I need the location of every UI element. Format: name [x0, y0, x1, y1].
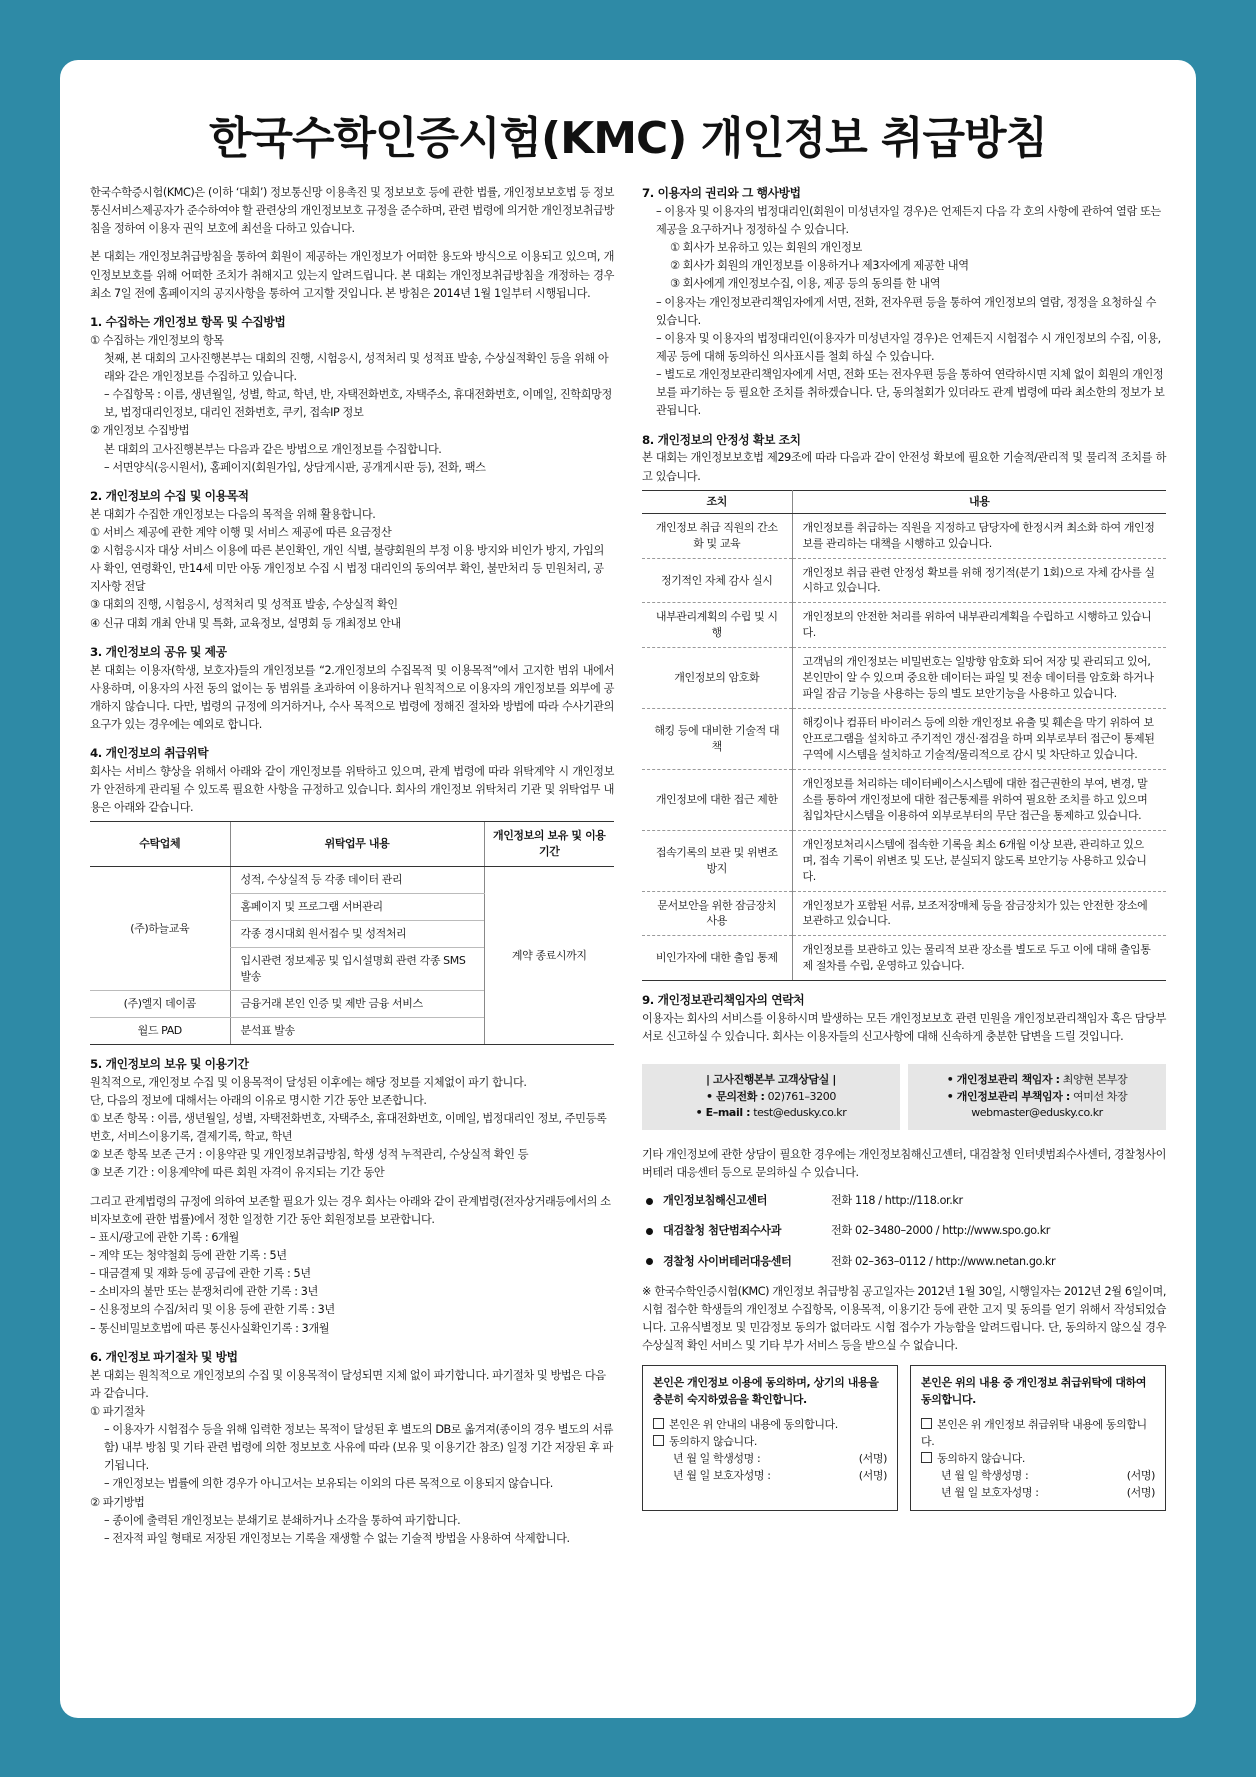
guardian-sign-label: 년 월 일 보호자성명 : — [941, 1486, 1039, 1500]
org-contact[interactable]: 전화 118 / http://118.or.kr — [831, 1194, 963, 1208]
box-title: | 고사진행본부 고객상담실 | — [705, 1073, 836, 1087]
table-cell: 개인정보처리시스템에 접속한 기록을 최소 6개월 이상 보관, 관리하고 있으며, 접속 기록이 위변조 및 도난, 분실되지 않도록 보안기능 사용하고 있습니다. — [792, 830, 1166, 891]
bullet-icon — [646, 1228, 653, 1235]
list-item: – 전자적 파일 형태로 저장된 개인정보는 기록을 재생할 수 없는 기술적 방법을 사용하여 삭제합니다. — [104, 1531, 570, 1545]
org-contact[interactable]: 전화 02–363–0112 / http://www.netan.go.kr — [831, 1254, 1056, 1268]
table-cell: 고객님의 개인정보는 비밀번호는 일방향 암호화 되어 저장 및 관리되고 있어, 본인만이 알 수 있으며 중요한 데이터는 파일 및 전송 데이터를 암호화 하거나 파일 잠금 기능을 사용하는 등의 별도 보안기능을 사용하고 있습니다. — [792, 648, 1166, 709]
section-3 — [90, 643, 614, 734]
table-cell: 분석표 발송 — [230, 1017, 484, 1044]
table-row — [642, 648, 1166, 709]
table-row — [642, 709, 1166, 770]
phone-number: 02)761–3200 — [767, 1089, 836, 1103]
list-item: ② 시험응시자 대상 서비스 이용에 따른 본인확인, 개인 식별, 불량회원의 부정 이용 방지와 비인가 방지, 가입의사 확인, 연령확인, 만14세 미만 아동 개인정보 수집 시 법정 대리인의 동의여부 확인, 불만처리 등 민원처리, 공지사항 전달 — [90, 544, 604, 594]
table-cell: 입시관련 정보제공 및 입시설명회 관련 각종 SMS발송 — [230, 948, 484, 991]
list-item: ① 파기절차 — [90, 1404, 145, 1418]
list-item — [642, 1192, 1166, 1210]
list-item: 본 대회는 원칙적으로 개인정보의 수집 및 이용목적이 달성되면 지체 없이 파기합니다. 파기절차 및 방법은 다음과 같습니다. — [90, 1368, 606, 1400]
consent-heading: 본인은 개인정보 이용에 동의하며, 상기의 내용을 충분히 숙지하였음을 확인합니다. — [653, 1376, 879, 1407]
list-item: – 계약 또는 청약철회 등에 관한 기록 : 5년 — [90, 1249, 287, 1263]
email-label: • E–mail : — [695, 1106, 751, 1120]
org-name: 대검찰청 첨단범죄수사과 — [663, 1224, 781, 1238]
list-item: – 이용자 및 이용자의 법정대리인(이용자가 미성년자일 경우)은 언제든지 시험접수 시 개인정보의 수집, 이용, 제공 등에 대해 동의하신 의사표시를 철회 하실 수 있습니다. — [656, 331, 1161, 363]
table-cell: 정기적인 자체 감사 실시 — [642, 558, 792, 603]
list-item: – 개인정보는 법률에 의한 경우가 아니고서는 보유되는 이외의 다른 목적으로 이용되지 않습니다. — [104, 1477, 553, 1491]
security-table — [642, 490, 1166, 982]
table-cell: 계약 종료시까지 — [484, 867, 614, 1045]
section-title: 4. 개인정보의 취급위탁 — [90, 746, 209, 761]
table-cell: 개인정보를 보관하고 있는 물리적 보관 장소를 별도로 두고 이에 대해 출입통제 절차를 수립, 운영하고 있습니다. — [792, 936, 1166, 981]
list-item: ① 서비스 제공에 관한 계약 이행 및 서비스 제공에 따른 요금정산 — [90, 525, 392, 539]
list-item: 단, 다음의 정보에 대해서는 아래의 이유로 명시한 기간 동안 보존합니다. — [90, 1093, 427, 1107]
officer-label: • 개인정보관리 책임자 : — [946, 1073, 1060, 1087]
agree-checkbox[interactable] — [921, 1418, 932, 1429]
table-row — [642, 558, 1166, 603]
list-item: – 대금결제 및 재화 등에 공급에 관한 기록 : 5년 — [90, 1267, 311, 1281]
table-header: 조치 — [642, 490, 792, 513]
table-header: 내용 — [792, 490, 1166, 513]
table-cell: 성적, 수상실적 등 각종 데이터 관리 — [230, 867, 484, 894]
officer-name: 최양현 본부장 — [1062, 1073, 1128, 1087]
table-cell: 개인정보가 포함된 서류, 보조저장매체 등을 잠금장치가 있는 안전한 장소에 보관하고 있습니다. — [792, 891, 1166, 936]
table-cell: 개인정보의 암호화 — [642, 648, 792, 709]
left-column — [90, 184, 614, 1548]
disagree-checkbox[interactable] — [921, 1452, 932, 1463]
list-item: ② 파기방법 — [90, 1495, 145, 1509]
section-title: 3. 개인정보의 공유 및 제공 — [90, 644, 227, 659]
table-row — [642, 936, 1166, 981]
list-item: – 서면양식(응시원서), 홈페이지(회원가입, 상담게시판, 공개게시판 등), 전화, 팩스 — [104, 460, 486, 474]
list-item: 원칙적으로, 개인정보 수집 및 이용목적이 달성된 이후에는 해당 정보를 지체없이 파기 합니다. — [90, 1075, 527, 1089]
table-row — [642, 830, 1166, 891]
list-item — [642, 1253, 1166, 1271]
notice-text: ※ 한국수학인증시험(KMC) 개인정보 취급방침 공고일자는 2012년 1월 30일, 시행일자는 2012년 2월 6일이며, 시험 접수한 학생들의 개인정보 수집항목, 이용목적, 이용기간 등에 관한 고지 및 동의를 얻기 위해서 작성되었습니다. 고유식별정보 및 민감정보 동의가 없더라도 시험 접수가 가능함을 알려드립니다. 단, 동의하지 않으실 경우 수상실적 확인 서비스 및 기타 부가 서비스 등을 받으실 수 없습니다. — [642, 1284, 1166, 1353]
list-item: – 이용자가 시험접수 등을 위해 입력한 정보는 목적이 달성된 후 별도의 DB로 옮겨져(종이의 경우 별도의 서류함) 내부 방침 및 기타 관련 법령에 의한 정보보호 사유에 따라 (보유 및 이용기간 참조) 일정 기간 저장된 후 파기됩니다. — [104, 1423, 614, 1473]
table-cell: 개인정보의 안전한 처리를 위하여 내부관리계획을 수립하고 시행하고 있습니다. — [792, 603, 1166, 648]
table-row — [642, 603, 1166, 648]
section-2 — [90, 487, 614, 633]
list-item: – 종이에 출력된 개인정보는 분쇄기로 분쇄하거나 소각을 통하여 파기합니다. — [104, 1513, 461, 1527]
table-cell: 개인정보를 취급하는 직원을 지정하고 담당자에 한정시켜 최소화 하여 개인정보를 관리하는 대책을 시행하고 있습니다. — [792, 513, 1166, 558]
section-title: 1. 수집하는 개인정보 항목 및 수집방법 — [90, 314, 286, 329]
org-list — [642, 1192, 1166, 1270]
table-cell: 비인가자에 대한 출입 통제 — [642, 936, 792, 981]
section-body: 회사는 서비스 향상을 위해서 아래와 같이 개인정보를 위탁하고 있으며, 관계 법령에 따라 위탁계약 시 개인정보가 안전하게 관리될 수 있도록 필요한 사항을 규정하고 있습니다. 회사의 개인정보 위탁처리 기관 및 위탁업무 내용은 아래와 같습니다. — [90, 765, 614, 815]
list-item: 첫째, 본 대회의 고사진행본부는 대회의 진행, 시험응시, 성적처리 및 성적표 발송, 수상실적확인 등을 위해 아래와 같은 개인정보를 수집하고 있습니다. — [104, 351, 609, 383]
section-5 — [90, 1055, 614, 1338]
email-link[interactable]: test@edusky.co.kr — [753, 1106, 847, 1120]
list-item: – 이용자는 개인정보관리책임자에게 서면, 전화, 전자우편 등을 통하여 개인정보의 열람, 정정을 요청하실 수 있습니다. — [656, 295, 1157, 327]
list-item: ④ 신규 대회 개최 안내 및 특화, 교육정보, 설명회 등 개최정보 안내 — [90, 616, 401, 630]
section-title: 6. 개인정보 파기절차 및 방법 — [90, 1349, 238, 1364]
list-item: ② 보존 항목 보존 근거 : 이용약관 및 개인정보취급방침, 학생 성적 누적관리, 수상실적 확인 등 — [90, 1148, 529, 1162]
section-body: 본 대회는 개인정보보호법 제29조에 따라 다음과 같이 안전성 확보에 필요한 기술적/관리적 및 물리적 조치를 하고 있습니다. — [642, 451, 1166, 483]
list-item: – 이용자 및 이용자의 법정대리인(회원이 미성년자일 경우)은 언제든지 다음 각 호의 사항에 관하여 열람 또는 제공을 요구하거나 정정하실 수 있습니다. — [656, 204, 1161, 237]
table-row — [90, 867, 614, 894]
list-item: – 신용정보의 수집/처리 및 이용 등에 관한 기록 : 3년 — [90, 1303, 335, 1317]
list-item: ③ 보존 기간 : 이용계약에 따른 회원 자격이 유지되는 기간 동안 — [90, 1166, 385, 1180]
section-body: 이용자는 회사의 서비스를 이용하시며 발생하는 모든 개인정보보호 관련 민원을 개인정보관리책임자 혹은 담당부서로 신고하실 수 있습니다. 회사는 이용자들의 신고사항에 대해 신속하게 충분한 답변을 드릴 것입니다. — [642, 1012, 1166, 1044]
email-link[interactable]: webmaster@edusky.co.kr — [971, 1106, 1103, 1120]
list-item: – 수집항목 : 이름, 생년월일, 성별, 학교, 학년, 반, 자택전화번호, 자택주소, 휴대전화번호, 이메일, 진학희망정보, 법정대리인정보, 대리인 전화번호, 쿠키, 접속IP 정보 — [104, 388, 612, 420]
consent-box-usage — [642, 1365, 898, 1510]
section-title: 2. 개인정보의 수집 및 이용목적 — [90, 488, 249, 503]
list-item: ① 보존 항목 : 이름, 생년월일, 성별, 자택전화번호, 자택주소, 휴대전화번호, 이메일, 법정대리인 정보, 주민등록번호, 서비스이용기록, 결제기록, 학교, 학년 — [90, 1112, 607, 1144]
deputy-label: • 개인정보관리 부책임자 : — [946, 1089, 1070, 1103]
table-cell: 개인정보 취급 직원의 간소화 및 교육 — [642, 513, 792, 558]
table-cell: 개인정보에 대한 접근 제한 — [642, 769, 792, 830]
table-row — [642, 891, 1166, 936]
disagree-label: 동의하지 않습니다. — [669, 1435, 758, 1449]
policy-sheet — [60, 60, 1196, 1718]
list-item: – 통신비밀보호법에 따른 통신사실확인기록 : 3개월 — [90, 1321, 330, 1335]
bullet-icon — [646, 1258, 653, 1265]
contact-boxes — [642, 1064, 1166, 1130]
student-sign-label: 년 월 일 학생성명 : — [941, 1469, 1029, 1483]
bullet-icon — [646, 1198, 653, 1205]
consent-forms — [642, 1365, 1166, 1510]
table-cell: 월드 PAD — [90, 1017, 230, 1044]
privacy-officer-box — [908, 1064, 1166, 1130]
list-item: ① 회사가 보유하고 있는 회원의 개인정보 — [670, 241, 862, 255]
table-cell: 해킹 등에 대비한 기술적 대책 — [642, 709, 792, 770]
page-title: 한국수학인증시험(KMC) 개인정보 취급방침 — [208, 113, 1048, 164]
other-contacts: 기타 개인정보에 관한 상담이 필요한 경우에는 개인정보침해신고센터, 대검찰청 인터넷범죄수사센터, 경찰청사이버테러 대응센터 등으로 문의하실 수 있습니다. — [642, 1147, 1166, 1180]
table-header: 위탁업무 내용 — [230, 822, 484, 867]
table-row — [642, 769, 1166, 830]
signature-field[interactable]: (서명) — [1126, 1486, 1155, 1500]
list-item: ① 수집하는 개인정보의 항목 — [90, 333, 224, 347]
table-cell: 문서보안을 위한 잠금장치 사용 — [642, 891, 792, 936]
section-9 — [642, 991, 1166, 1355]
list-item: ② 회사가 회원의 개인정보를 이용하거나 제3자에게 제공한 내역 — [670, 259, 969, 273]
deputy-name: 여미선 차장 — [1073, 1089, 1128, 1103]
consent-box-outsourcing — [910, 1365, 1166, 1510]
signature-field[interactable]: (서명) — [858, 1452, 887, 1466]
section-title: 9. 개인정보관리책임자의 연락처 — [642, 993, 805, 1008]
table-cell: 접속기록의 보관 및 위변조 방지 — [642, 830, 792, 891]
table-cell: (주)하늘교육 — [90, 867, 230, 991]
section-7 — [642, 184, 1166, 421]
section-6 — [90, 1348, 614, 1548]
list-item: – 표시/광고에 관한 기록 : 6개월 — [90, 1230, 239, 1244]
list-item: ③ 회사에게 개인정보수집, 이용, 제공 등의 동의를 한 내역 — [670, 277, 941, 291]
section-title: 5. 개인정보의 보유 및 이용기간 — [90, 1056, 249, 1071]
consent-heading: 본인은 위의 내용 중 개인정보 취급위탁에 대하여 동의합니다. — [921, 1376, 1147, 1407]
section-title: 7. 이용자의 권리와 그 행사방법 — [642, 186, 801, 200]
student-sign-label: 년 월 일 학생성명 : — [673, 1452, 761, 1466]
intro-paragraph: 한국수학증시험(KMC)은 (이하 ‘대회’) 정보통신망 이용촉진 및 정보보호 등에 관한 법률, 개인정보보호법 등 정보통신서비스제공자가 준수하여야 할 관련상의 개인정보보호 규정을 준수하며, 관련 법령에 의거한 개인정보취급방침을 정하여 이용자 권익 보호에 최선을 다하고 있습니다. — [90, 186, 614, 236]
outsourcing-table — [90, 821, 614, 1044]
list-item: 본 대회의 고사진행본부는 다음과 같은 방법으로 개인정보를 수집합니다. — [104, 442, 442, 456]
list-item: – 별도로 개인정보관리책임자에게 서면, 전화 또는 전자우편 등을 통하여 연락하시면 지체 없이 회원의 개인정보를 파기하는 등 필요한 조치를 취하겠습니다. 단, 동의철회가 있더라도 관계 법령에 따라 최소한의 정보가 보관됩니다. — [656, 368, 1165, 418]
phone-label: • 문의전화 : — [706, 1089, 765, 1103]
list-item — [642, 1222, 1166, 1240]
intro-paragraph: 본 대회는 개인정보취급방침을 통하여 회원이 제공하는 개인정보가 어떠한 용도와 방식으로 이용되고 있으며, 개인정보보호를 위해 어떠한 조치가 취해지고 있는지 알려드립니다. 본 대회는 개인정보취급방침을 개정하는 경우 최소 7일 전에 홈페이지의 공지사항을 통하여 고지할 것입니다. 본 방침은 2014년 1월 1일부터 시행됩니다. — [90, 250, 614, 300]
section-8 — [642, 431, 1166, 982]
table-row — [642, 513, 1166, 558]
table-cell: 개인정보를 처리하는 데이터베이스시스템에 대한 접근권한의 부여, 변경, 말소를 통하여 개인정보에 대한 접근통제를 위하여 필요한 조치를 하고 있으며 침입차단시스템을 이용하여 외부로부터의 무단 접근을 통제하고 있습니다. — [792, 769, 1166, 830]
table-cell: 내부관리계획의 수립 및 시행 — [642, 603, 792, 648]
table-cell: 각종 경시대회 원서접수 및 성적처리 — [230, 921, 484, 948]
org-name: 개인정보침해신고센터 — [663, 1194, 768, 1208]
agree-checkbox[interactable] — [653, 1418, 664, 1429]
customer-center-box — [642, 1064, 900, 1130]
signature-field[interactable]: (서명) — [858, 1469, 887, 1483]
disagree-checkbox[interactable] — [653, 1435, 664, 1446]
agree-label: 본인은 위 개인정보 취급위탁 내용에 동의합니다. — [921, 1418, 1147, 1449]
list-item: 본 대회가 수집한 개인정보는 다음의 목적을 위해 활용합니다. — [90, 507, 376, 521]
org-name: 경찰청 사이버테러대응센터 — [663, 1254, 792, 1268]
section-title: 8. 개인정보의 안정성 확보 조치 — [642, 432, 801, 447]
disagree-label: 동의하지 않습니다. — [937, 1452, 1026, 1466]
list-item: ③ 대회의 진행, 시험응시, 성적처리 및 성적표 발송, 수상실적 확인 — [90, 598, 398, 612]
table-header: 수탁업체 — [90, 822, 230, 867]
right-column — [642, 184, 1166, 1511]
table-cell: (주)엘지 데이콤 — [90, 991, 230, 1018]
table-cell: 금융거래 본인 인증 및 제반 금융 서비스 — [230, 991, 484, 1018]
table-cell: 개인정보 취급 관련 안정성 확보를 위해 정기적(분기 1회)으로 자체 감사를 실시하고 있습니다. — [792, 558, 1166, 603]
table-header: 개인정보의 보유 및 이용기간 — [484, 822, 614, 867]
list-item: – 소비자의 불만 또는 분쟁처리에 관한 기록 : 3년 — [90, 1285, 318, 1299]
list-item: 그리고 관계법령의 규정에 의하여 보존할 필요가 있는 경우 회사는 아래와 같이 관계법령(전자상거래등에서의 소비자보호에 관한 법률)에서 정한 일정한 기간 동안 회원정보를 보관합니다. — [90, 1194, 611, 1226]
org-contact[interactable]: 전화 02–3480–2000 / http://www.spo.go.kr — [831, 1224, 1050, 1238]
table-cell: 홈페이지 및 프로그램 서버관리 — [230, 894, 484, 921]
guardian-sign-label: 년 월 일 보호자성명 : — [673, 1469, 771, 1483]
agree-label: 본인은 위 안내의 내용에 동의합니다. — [669, 1418, 838, 1432]
section-4 — [90, 744, 614, 1045]
table-cell: 해킹이나 컴퓨터 바이러스 등에 의한 개인정보 유출 및 훼손을 막기 위하여 보안프로그램을 설치하고 주기적인 갱신·점검을 하며 외부로부터 접근이 통제된 구역에 시스템을 설치하고 기술적/물리적으로 감시 및 차단하고 있습니다. — [792, 709, 1166, 770]
section-1 — [90, 313, 614, 477]
signature-field[interactable]: (서명) — [1126, 1469, 1155, 1483]
section-body: 본 대회는 이용자(학생, 보호자)들의 개인정보를 “2.개인정보의 수집목적 및 이용목적”에서 고지한 범위 내에서 사용하며, 이용자의 사전 동의 없이는 동 범위를 초과하여 이용하거나 원칙적으로 이용자의 개인정보를 외부에 공개하지 않습니다. 다만, 법령의 규정에 의거하거나, 수사 목적으로 법령에 정해진 절차와 방법에 따라 수사기관의 요구가 있는 경우에는 예외로 합니다. — [90, 663, 614, 731]
list-item: ② 개인정보 수집방법 — [90, 424, 190, 438]
